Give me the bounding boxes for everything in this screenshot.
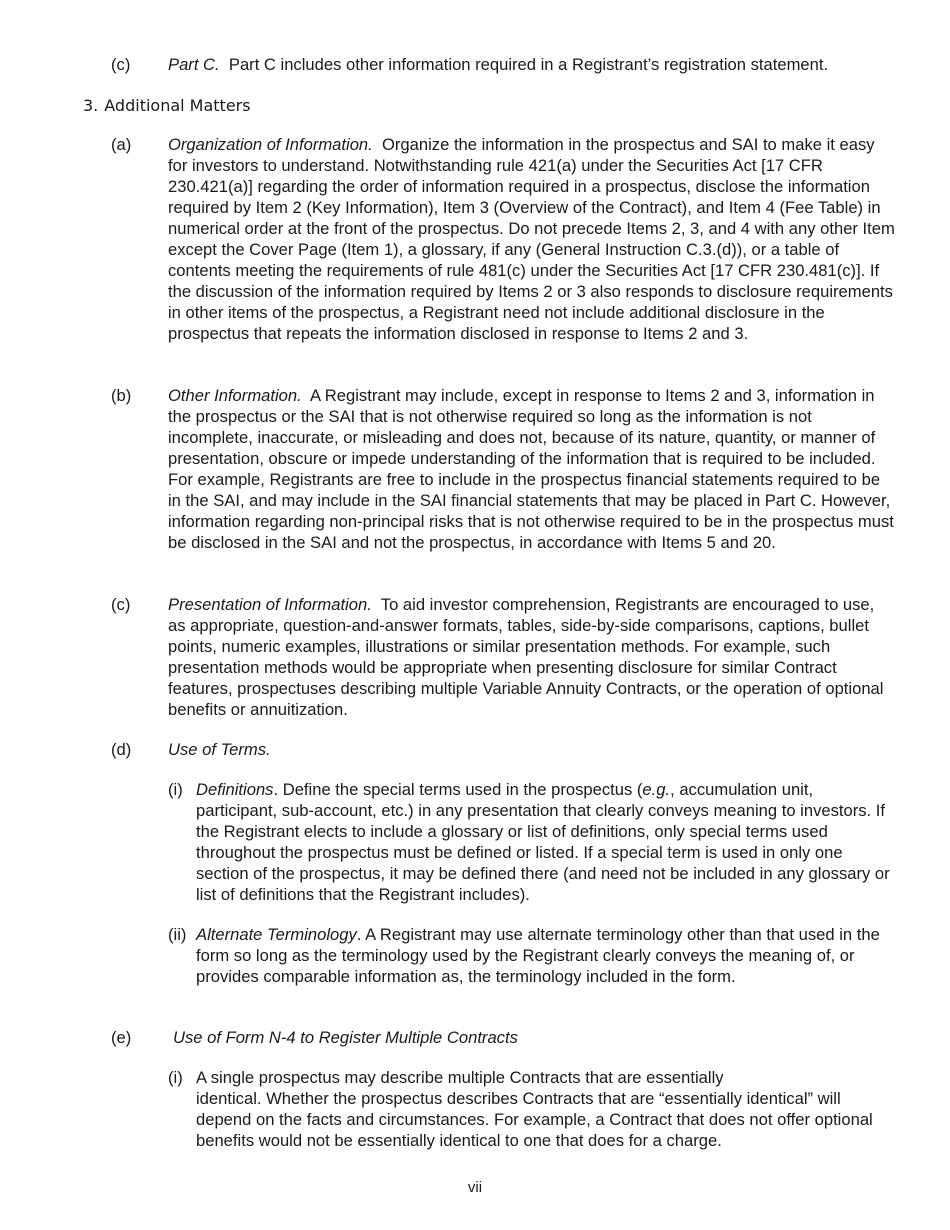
item-label: (i) bbox=[168, 1068, 183, 1087]
item-label: (i) bbox=[168, 780, 183, 799]
item-label: (ii) bbox=[168, 925, 187, 944]
item-text: To aid investor comprehension, Registrants are encouraged to use, as appropriate, question-and-answer formats, tables, side-by-side comparisons, captions, bullet points, numeric examples, illustrations or similar presentation methods. For example, such presentation methods would be appropriate when presenting disclosure for similar Contract features, prospectuses describing multiple Variable Annuity Contracts, or the operation of optional benefits or annuitization. bbox=[168, 595, 884, 719]
page-number: vii bbox=[467, 1179, 483, 1196]
eg-abbrev: e.g. bbox=[642, 780, 671, 799]
item-b-paragraph bbox=[168, 385, 895, 553]
item-title: Definitions bbox=[196, 780, 274, 799]
item-label: (d) bbox=[111, 740, 132, 759]
item-text: A Registrant may include, except in response to Items 2 and 3, information in the prospectus or the SAI that is not otherwise required so long as the information is not incomplete, inaccurate, or misleading and does not, because of its nature, quantity, or manner of presentation, obscure or impede understanding of the information that is required to be included. For example, Registrants are free to include in the prospectus financial statements required to be in the SAI, and may include in the SAI financial statements that may be placed in Part C. However, information regarding non-principal risks that is not otherwise required to be in the prospectus must be disclosed in the SAI and not the prospectus, in accordance with Items 5 and 20. bbox=[168, 386, 894, 552]
item-label: (e) bbox=[111, 1028, 132, 1047]
item-text: . Define the special terms used in the prospectus ( bbox=[273, 780, 643, 799]
item-label: (c) bbox=[111, 55, 131, 74]
item-e-i-paragraph bbox=[196, 1067, 895, 1151]
item-title: Alternate Terminology bbox=[196, 925, 357, 944]
section-title: Additional Matters bbox=[104, 96, 251, 115]
item-text: Part C includes other information required in a Registrant’s registration statement. bbox=[228, 55, 829, 74]
section-number: 3. bbox=[83, 96, 99, 115]
item-a-paragraph bbox=[168, 134, 895, 344]
item-text-line1: A single prospectus may describe multiple Contracts that are essentially bbox=[196, 1068, 724, 1087]
item-text: identical. Whether the prospectus describes Contracts that are “essentially identical” will depend on the facts and circumstances. For example, a Contract that does not offer optional benefits would not be essentially identical to one that does for a charge. bbox=[196, 1089, 873, 1150]
item-label: (b) bbox=[111, 386, 132, 405]
item-text: . A Registrant may use alternate terminology other than that used in the form so long as the terminology used by the Registrant clearly conveys the meaning of, or provides comparable information as, the terminology included in the form. bbox=[196, 925, 880, 986]
item-label: (c) bbox=[111, 595, 131, 614]
section-heading bbox=[83, 95, 251, 116]
item-title: Use of Form N-4 to Register Multiple Contracts bbox=[173, 1028, 518, 1047]
item-d-i-paragraph bbox=[196, 779, 895, 905]
item-title: Part C. bbox=[168, 55, 220, 74]
part-c-paragraph bbox=[168, 54, 908, 75]
item-text: Organize the information in the prospectus and SAI to make it easy for investors to understand. Notwithstanding rule 421(a) under the Securities Act [17 CFR 230.421(a)] regarding the order of information required in a prospectus, disclose the information required by Item 2 (Key Information), Item 3 (Overview of the Contract), and Item 4 (Fee Table) in numerical order at the front of the prospectus. Do not precede Items 2, 3, and 4 with any other Item except the Cover Page (Item 1), a glossary, if any (General Instruction C.3.(d)), or a table of contents meeting the requirements of rule 481(c) under the Securities Act [17 CFR 230.481(c)]. If the discussion of the information required by Items 2 or 3 also responds to disclosure requirements in other items of the prospectus, a Registrant need not include additional disclosure in the prospectus that repeats the information disclosed in response to Items 2 and 3. bbox=[168, 135, 895, 343]
item-title: Organization of Information. bbox=[168, 135, 373, 154]
item-title: Presentation of Information. bbox=[168, 595, 372, 614]
item-title: Other Information. bbox=[168, 386, 302, 405]
item-c-paragraph bbox=[168, 594, 895, 720]
item-d-ii-paragraph bbox=[196, 924, 895, 987]
item-label: (a) bbox=[111, 135, 132, 154]
item-title: Use of Terms. bbox=[168, 740, 271, 759]
item-text: , accumulation unit, participant, sub-account, etc.) in any presentation that clearly conveys meaning to investors. If the Registrant elects to include a glossary or list of definitions, only special terms used throughout the prospectus must be defined or listed. If a special term is used in only one section of the prospectus, it may be defined there (and need not be included in any glossary or list of definitions that the Registrant includes). bbox=[196, 780, 890, 904]
